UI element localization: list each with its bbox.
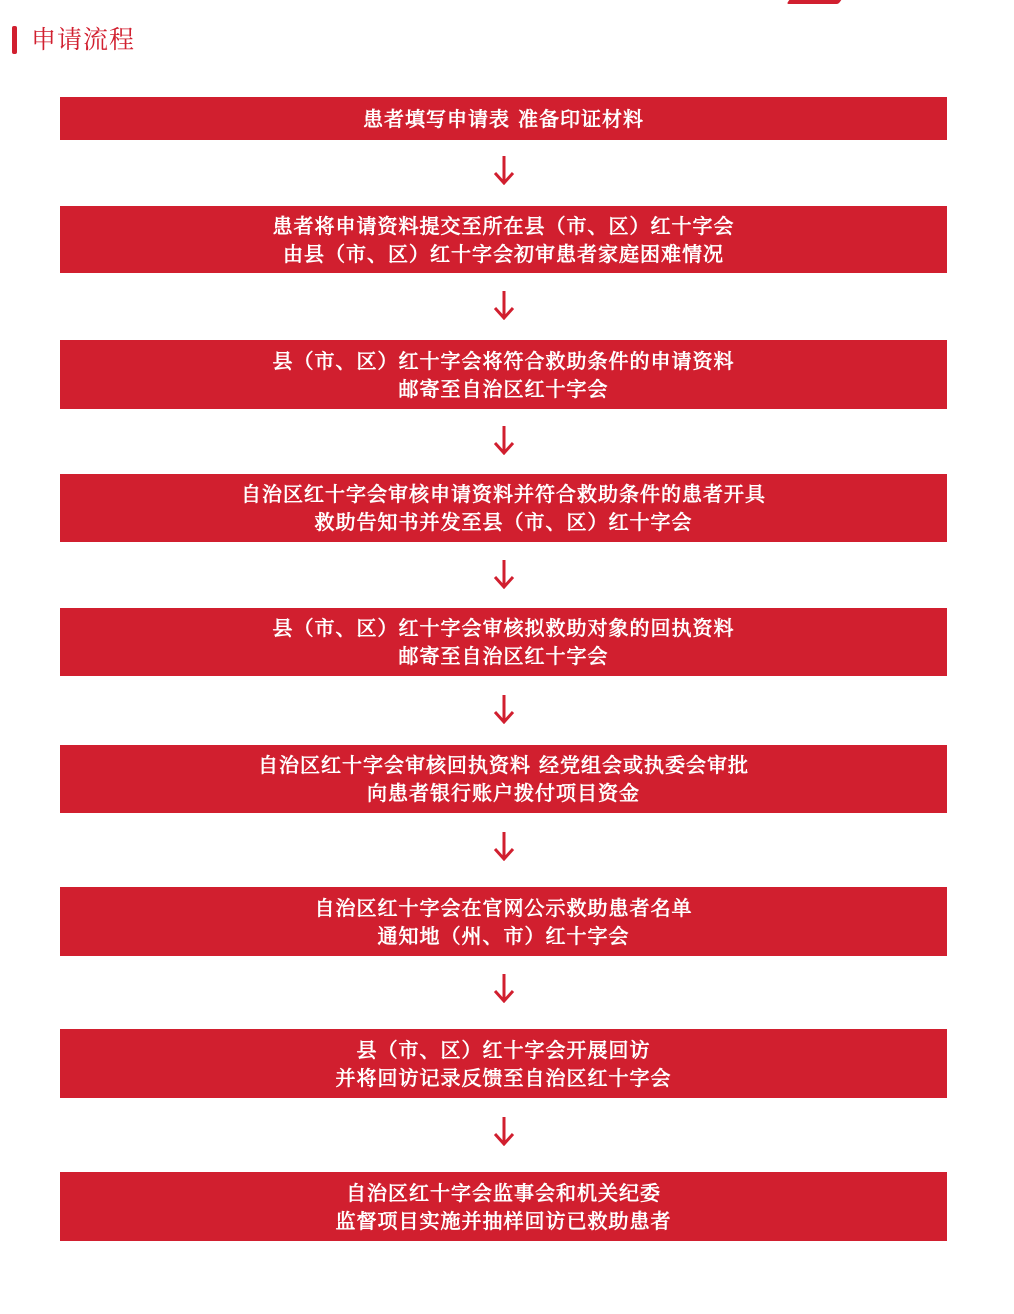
step-box-1 bbox=[60, 97, 947, 140]
step-2-line-1: 患者将申请资料提交至所在县（市、区）红十字会 bbox=[272, 213, 735, 238]
down-arrow-icon bbox=[490, 694, 518, 724]
step-9-line-1: 自治区红十字会监事会和机关纪委 bbox=[346, 1180, 661, 1205]
step-box-7 bbox=[60, 887, 947, 956]
section-header bbox=[12, 24, 135, 56]
down-arrow-icon bbox=[490, 1116, 518, 1146]
step-8-line-1: 县（市、区）红十字会开展回访 bbox=[356, 1037, 651, 1062]
step-7-line-1: 自治区红十字会在官网公示救助患者名单 bbox=[314, 895, 693, 920]
down-arrow-icon bbox=[490, 425, 518, 455]
header-accent-bar bbox=[12, 26, 17, 54]
step-box-9 bbox=[60, 1172, 947, 1241]
step-9-line-2: 监督项目实施并抽样回访已救助患者 bbox=[335, 1208, 672, 1233]
step-4-line-2: 救助告知书并发至县（市、区）红十字会 bbox=[314, 510, 693, 534]
step-3-line-1: 县（市、区）红十字会将符合救助条件的申请资料 bbox=[272, 348, 735, 373]
down-arrow-icon bbox=[490, 155, 518, 185]
down-arrow-icon bbox=[490, 973, 518, 1003]
step-box-4 bbox=[60, 474, 947, 542]
down-arrow-icon bbox=[490, 831, 518, 861]
step-7-line-2: 通知地（州、市）红十字会 bbox=[377, 923, 630, 948]
corner-decoration bbox=[786, 0, 845, 4]
step-box-8 bbox=[60, 1029, 947, 1098]
step-5-line-1: 县（市、区）红十字会审核拟救助对象的回执资料 bbox=[272, 616, 735, 640]
step-box-2 bbox=[60, 206, 947, 273]
down-arrow-icon bbox=[490, 290, 518, 320]
step-box-3 bbox=[60, 340, 947, 409]
step-6-line-2: 向患者银行账户拨付项目资金 bbox=[367, 781, 640, 805]
step-8-line-2: 并将回访记录反馈至自治区红十字会 bbox=[335, 1065, 672, 1090]
step-5-line-2: 邮寄至自治区红十字会 bbox=[398, 644, 609, 668]
step-box-6 bbox=[60, 745, 947, 813]
section-title: 申请流程 bbox=[31, 25, 136, 54]
step-4-line-1: 自治区红十字会审核申请资料并符合救助条件的患者开具 bbox=[241, 482, 766, 506]
step-3-line-2: 邮寄至自治区红十字会 bbox=[398, 376, 609, 401]
step-1-line-1: 患者填写申请表 准备印证材料 bbox=[363, 106, 644, 131]
step-6-line-1: 自治区红十字会审核回执资料 经党组会或执委会审批 bbox=[258, 753, 749, 777]
step-2-line-2: 由县（市、区）红十字会初审患者家庭困难情况 bbox=[283, 241, 724, 266]
step-box-5 bbox=[60, 608, 947, 676]
down-arrow-icon bbox=[490, 559, 518, 589]
